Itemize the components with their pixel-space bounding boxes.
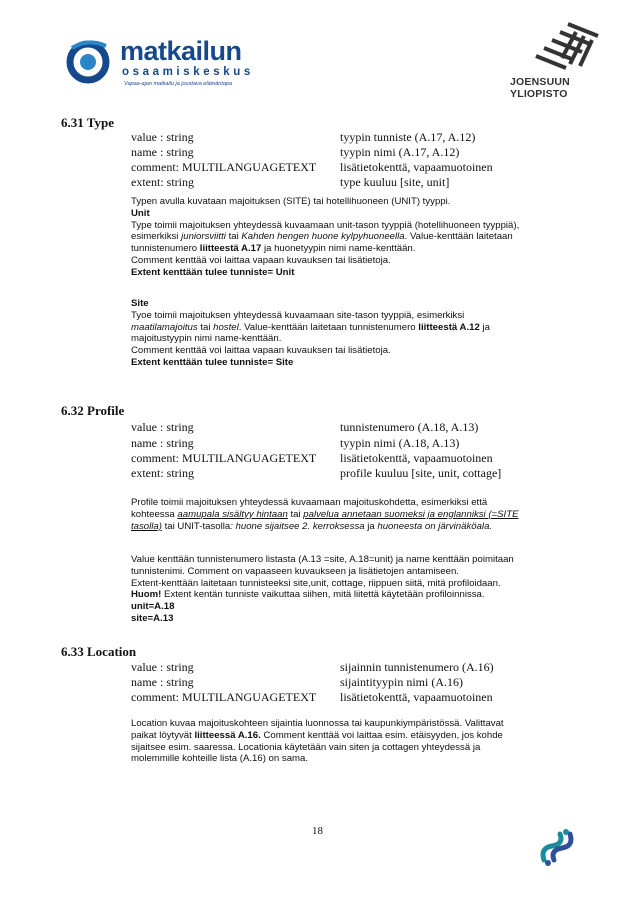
paragraph-line: majoitustyypin nimi name-kenttään. xyxy=(131,333,282,345)
attr-left: comment: MULTILANGUAGETEXT xyxy=(131,451,317,465)
paragraph-line: Huom! Extent kentän tunniste vaikuttaa siihen, mitä liitettä käytetään profiloinnissa. xyxy=(131,589,485,601)
attr-right: lisätietokenttä, vapaamuotoinen xyxy=(340,160,493,174)
paragraph-line: Typen avulla kuvataan majoituksen (SITE) tai hotellihuoneen (UNIT) tyyppi. xyxy=(131,196,451,207)
attr-right: profile kuuluu [site, unit, cottage] xyxy=(340,466,502,480)
attr-right: sijaintityypin nimi (A.16) xyxy=(340,675,463,689)
attr-right: tunnistenumero (A.18, A.13) xyxy=(340,420,479,434)
attr-left: value : string xyxy=(131,660,194,674)
attr-right: lisätietokenttä, vapaamuotoinen xyxy=(340,690,493,704)
paragraph-line: tasolla) tai UNIT-tasolla: huone sijaitsee 2. kerroksessa ja huoneesta on järvinäköala. xyxy=(131,520,493,532)
paragraph-line: Location kuvaa majoituskohteen sijaintia luonnossa tai kaupunkiympäristössä. Valittavat xyxy=(131,718,504,729)
profile-usage-description xyxy=(131,554,571,625)
attr-left: name : string xyxy=(131,675,194,689)
university-name-line2: YLIOPISTO xyxy=(510,88,568,100)
page-number: 18 xyxy=(312,825,323,837)
attr-right: sijainnin tunnistenumero (A.16) xyxy=(340,660,494,674)
paragraph-line: kohteessa aamupala sisältyy hintaan tai palvelua annetaan suomeksi ja englanniksi (=SITE xyxy=(131,508,519,520)
paragraph-line: Type toimii majoituksen yhteydessä kuvaamaan unit-tason tyyppiä (hotellihuoneen tyyppiä), xyxy=(131,219,520,231)
paragraph-line: Extent kenttään tulee tunniste= Unit xyxy=(131,266,295,278)
attr-left: comment: MULTILANGUAGETEXT xyxy=(131,690,317,704)
profile-description xyxy=(131,497,571,532)
university-name-line1: JOENSUUN xyxy=(510,76,570,88)
joensuu-logo-mark-icon xyxy=(510,18,610,76)
paragraph-line: Extent kenttään tulee tunniste= Site xyxy=(131,356,294,368)
attr-right: tyypin tunniste (A.17, A.12) xyxy=(340,130,476,144)
attr-left: comment: MULTILANGUAGETEXT xyxy=(131,160,317,174)
paragraph-line: Comment kenttää voi laittaa vapaan kuvauksen tai lisätietoja. xyxy=(131,254,391,266)
matkailun-logo-mark-icon xyxy=(66,36,116,86)
attr-left: name : string xyxy=(131,436,194,450)
paragraph-line: esimerkiksi juniorsviitti tai Kahden hengen huone kylpyhuoneella. Value-kenttään laitetaan xyxy=(131,231,513,243)
paragraph-line: Comment kenttää voi laittaa vapaan kuvauksen tai lisätietoja. xyxy=(131,345,391,357)
paragraph-line: unit=A.18 xyxy=(131,601,175,613)
attr-right: lisätietokenttä, vapaamuotoinen xyxy=(340,451,493,465)
subheading-site: Site xyxy=(131,298,149,309)
subheading-unit: Unit xyxy=(131,207,150,219)
attr-left: value : string xyxy=(131,420,194,434)
section-heading-profile: 6.32 Profile xyxy=(61,403,125,418)
footer-logo-icon xyxy=(536,826,578,868)
attr-left: extent: string xyxy=(131,466,194,480)
paragraph-line: Extent-kenttään laitetaan tunnisteeksi site,unit, cottage, riippuen siitä, mitä profiloidaan. xyxy=(131,577,501,589)
paragraph-line: Tyoe toimii majoituksen yhteydessä kuvaamaan site-tason tyyppiä, esimerkiksi xyxy=(131,309,465,321)
joensuu-university-logo xyxy=(510,18,610,110)
attr-left: name : string xyxy=(131,145,194,159)
paragraph-line: Value kenttään tunnistenumero listasta (A.13 =site, A.18=unit) ja name kenttään poimitaan xyxy=(131,554,514,565)
logo-subtitle: osaamiskeskus xyxy=(122,66,254,78)
logo-tagline: Vapaa-ajan matkailu ja joustava elämäntapa xyxy=(124,81,233,87)
paragraph-line: sijaitsee esim. saaressa. Locationia käytetään vain siten ja cottagen yhteydessä ja xyxy=(131,741,481,753)
attr-left: value : string xyxy=(131,130,194,144)
paragraph-line: maatilamajoitus tai hostel. Value-kenttään laitetaan tunnistenumero liitteestä A.12 ja xyxy=(131,321,490,333)
attr-left: extent: string xyxy=(131,175,194,189)
section-heading-location: 6.33 Location xyxy=(61,644,137,659)
paragraph-line: tunnistenimi. Comment on vapaaseen kuvaukseen ja lisätietojen antamiseen. xyxy=(131,565,459,577)
paragraph-line: Profile toimii majoituksen yhteydessä kuvaamaan majoituskohdetta, esimerkiksi että xyxy=(131,497,488,508)
paragraph-line: paikat löytyvät liitteessä A.16. Comment kenttää voi laittaa esim. etäisyyden, jos kohde xyxy=(131,729,503,741)
paragraph-line: site=A.13 xyxy=(131,612,174,624)
logo-title: matkailun xyxy=(120,36,242,66)
attr-right: tyypin nimi (A.18, A.13) xyxy=(340,436,460,450)
paragraph-line: tunnistenumero liitteestä A.17 ja huonetyypin nimi name-kenttään. xyxy=(131,243,416,255)
section-heading-type: 6.31 Type xyxy=(61,115,114,130)
matkailun-logo xyxy=(66,34,266,94)
type-site-description xyxy=(131,298,571,369)
attr-right: tyypin nimi (A.17, A.12) xyxy=(340,145,460,159)
type-description xyxy=(131,196,571,279)
attr-right: type kuuluu [site, unit] xyxy=(340,175,450,189)
paragraph-line: molemmille kohteille lista (A.16) on sama. xyxy=(131,753,309,765)
location-description xyxy=(131,718,571,765)
